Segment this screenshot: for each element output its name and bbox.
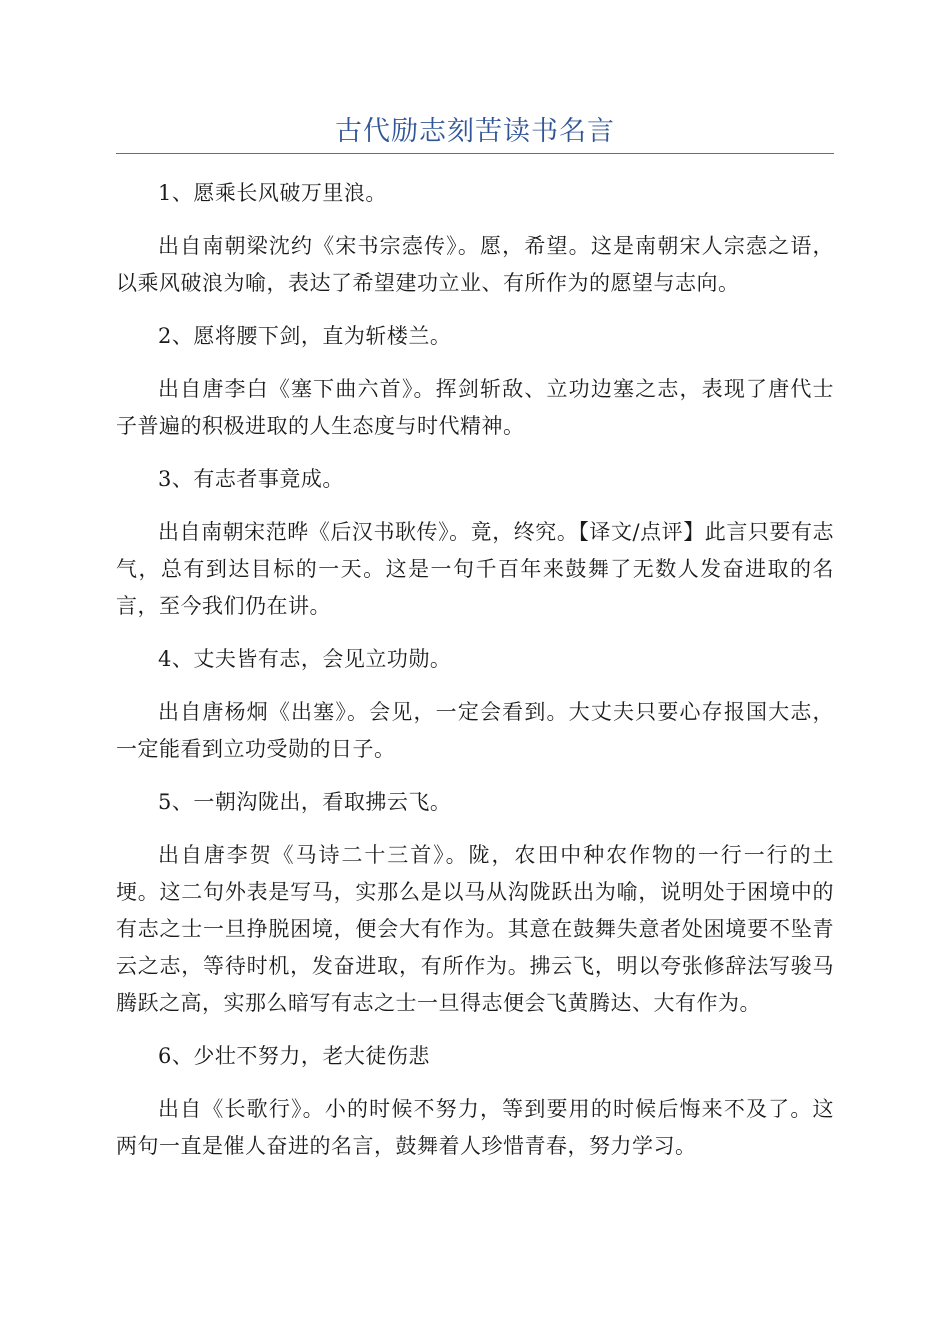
quote-explanation: 出自唐李白《塞下曲六首》。挥剑斩敌、立功边塞之志，表现了唐代士子普遍的积极进取的人生态度与时代精神。 xyxy=(116,377,834,438)
document-title: 古代励志刻苦读书名言 xyxy=(335,116,615,147)
quote-heading: 5、一朝沟陇出，看取拂云飞。 xyxy=(158,790,452,814)
quote-heading: 2、愿将腰下剑，直为斩楼兰。 xyxy=(158,324,452,348)
quote-heading: 4、丈夫皆有志，会见立功勋。 xyxy=(158,647,452,671)
quote-explanation: 出自唐杨炯《出塞》。会见，一定会看到。大丈夫只要心存报国大志，一定能看到立功受勋的日子。 xyxy=(116,700,834,761)
document-body xyxy=(116,175,834,1181)
quote-explanation: 出自唐李贺《马诗二十三首》。陇，农田中种农作物的一行一行的土埂。这二句外表是写马，实那么是以马从沟陇跃出为喻，说明处于困境中的有志之士一旦挣脱困境，便会大有作为。其意在鼓舞失意者处困境要不坠青云之志，等待时机，发奋进取，有所作为。拂云飞，明以夸张修辞法写骏马腾跃之高，实那么暗写有志之士一旦得志便会飞黄腾达、大有作为。 xyxy=(116,843,834,1015)
quote-explanation: 出自《长歌行》。小的时候不努力，等到要用的时候后悔来不及了。这两句一直是催人奋进的名言，鼓舞着人珍惜青春，努力学习。 xyxy=(116,1097,834,1158)
quote-heading: 1、愿乘长风破万里浪。 xyxy=(158,181,387,205)
quote-explanation: 出自南朝梁沈约《宋书宗悫传》。愿，希望。这是南朝宋人宗悫之语，以乘风破浪为喻，表达了希望建功立业、有所作为的愿望与志向。 xyxy=(116,234,834,295)
quote-heading: 3、有志者事竟成。 xyxy=(158,467,344,491)
quote-explanation: 出自南朝宋范晔《后汉书耿传》。竟，终究。【译文/点评】此言只要有志气，总有到达目标的一天。这是一句千百年来鼓舞了无数人发奋进取的名言，至今我们仍在讲。 xyxy=(116,520,834,618)
quote-heading: 6、少壮不努力，老大徒伤悲 xyxy=(158,1044,430,1068)
title-underline xyxy=(116,153,834,154)
